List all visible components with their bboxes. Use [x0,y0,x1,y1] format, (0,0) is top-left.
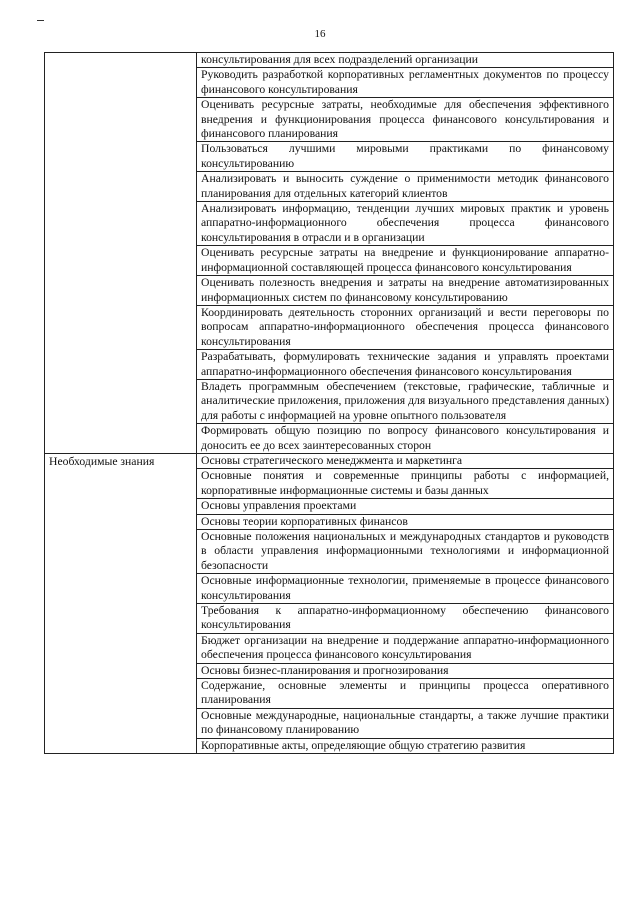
page-number: 16 [314,28,326,40]
knowledge-item: Основные понятия и современные принципы работы с информацией, корпоративные информационные системы и базы данных [197,469,614,499]
table-body [45,53,614,754]
knowledge-item: Основные информационные технологии, применяемые в процессе финансового консультирования [197,574,614,604]
skill-item: Пользоваться лучшими мировыми практиками по финансовому консультированию [197,142,614,172]
skill-item: Разрабатывать, формулировать технические задания и управлять проектами аппаратно-информационного обеспечения финансового консультирования [197,350,614,380]
section-label-cell: Необходимые знания [45,453,197,753]
knowledge-item: Основы теории корпоративных финансов [197,514,614,529]
knowledge-item: Основы стратегического менеджмента и маркетинга [197,453,614,468]
knowledge-item: Основные международные, национальные стандарты, а также лучшие практики по финансовому планированию [197,708,614,738]
skill-item: Оценивать полезность внедрения и затраты на внедрение автоматизированных информационных систем по финансовому консультированию [197,276,614,306]
table-row [45,453,614,468]
corner-mark [37,20,44,21]
skill-item: Анализировать информацию, тенденции лучших мировых практик и уровень аппаратно-информационного обеспечения процесса финансового консультирования в отрасли и в организации [197,202,614,246]
knowledge-item: Требования к аппаратно-информационному обеспечению финансового консультирования [197,604,614,634]
knowledge-item: Бюджет организации на внедрение и поддержание аппаратно-информационного обеспечения процесса финансового консультирования [197,633,614,663]
skill-item: Формировать общую позицию по вопросу финансового консультирования и доносить ее до всех заинтересованных сторон [197,424,614,454]
table-row [45,53,614,68]
knowledge-item: Основы управления проектами [197,499,614,514]
knowledge-item: Корпоративные акты, определяющие общую стратегию развития [197,738,614,753]
skill-item: Оценивать ресурсные затраты на внедрение и функционирование аппаратно-информационной составляющей процесса финансового консультирования [197,246,614,276]
knowledge-item: Основы бизнес-планирования и прогнозирования [197,663,614,678]
skill-item: консультирования для всех подразделений организации [197,53,614,68]
skill-item: Оценивать ресурсные затраты, необходимые для обеспечения эффективного внедрения и функционирования процесса финансового консультирования и финансового планирования [197,98,614,142]
section-label-cell [45,53,197,454]
knowledge-item: Содержание, основные элементы и принципы процесса оперативного планирования [197,679,614,709]
skill-item: Анализировать и выносить суждение о применимости методик финансового планирования для отдельных категорий клиентов [197,172,614,202]
skill-item: Владеть программным обеспечением (текстовые, графические, табличные и аналитические приложения, приложения для визуального представления данных) для работы с информацией на уровне опытного пользователя [197,379,614,423]
skill-item: Руководить разработкой корпоративных регламентных документов по процессу финансового консультирования [197,68,614,98]
requirements-table [44,52,614,754]
skill-item: Координировать деятельность сторонних организаций и вести переговоры по вопросам аппаратно-информационного обеспечения процесса финансового консультирования [197,305,614,349]
knowledge-item: Основные положения национальных и международных стандартов и руководств в области управления информационными технологиями и информационной безопасности [197,530,614,574]
